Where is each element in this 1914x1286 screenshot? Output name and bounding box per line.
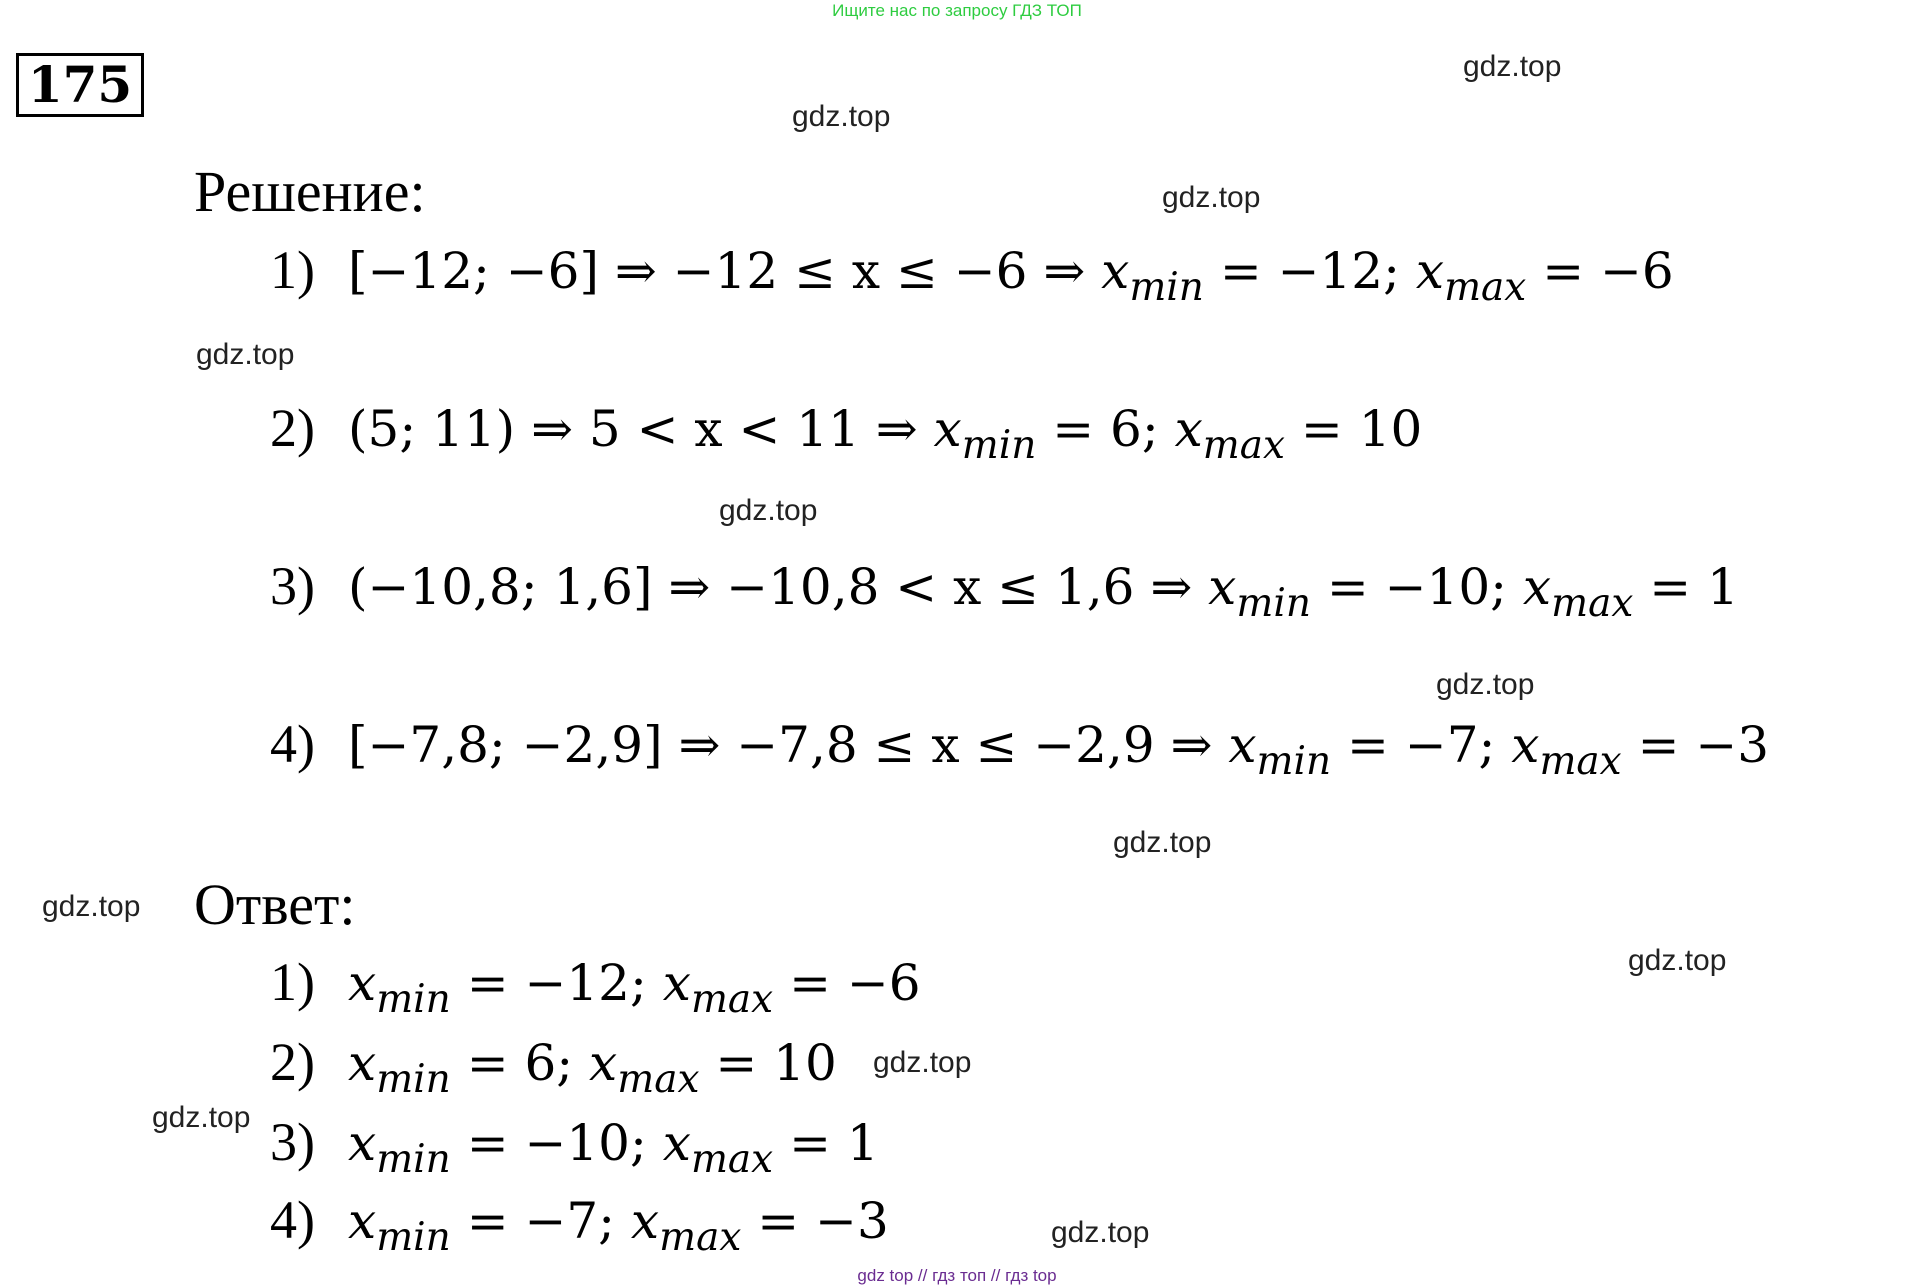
subscript-min: min — [376, 976, 451, 1022]
var-x: x — [933, 400, 962, 458]
watermark: gdz.top — [1436, 668, 1535, 701]
line-number: 4) — [270, 714, 315, 774]
answer-line-3 — [270, 1112, 879, 1182]
answer-line-2 — [270, 1032, 837, 1102]
var-x: x — [348, 1114, 377, 1172]
var-x: x — [348, 1192, 377, 1250]
subscript-max: max — [1539, 738, 1622, 784]
subscript-min: min — [961, 422, 1037, 468]
interval-statement: [−12; −6] ⇒ −12 ≤ x ≤ −6 ⇒ — [348, 242, 1102, 300]
subscript-max: max — [1202, 422, 1286, 468]
line-number: 3) — [270, 1112, 315, 1172]
subscript-max: max — [690, 1136, 774, 1182]
subscript-max: max — [1444, 264, 1527, 310]
subscript-min: min — [1256, 738, 1332, 784]
subscript-max: max — [690, 976, 774, 1022]
watermark: gdz.top — [1628, 944, 1727, 977]
interval-statement: [−7,8; −2,9] ⇒ −7,8 ≤ x ≤ −2,9 ⇒ — [348, 716, 1229, 774]
watermark: gdz.top — [873, 1046, 972, 1079]
xmax-value: = −3 — [1637, 716, 1770, 774]
var-x: x — [589, 1034, 618, 1092]
var-x: x — [348, 954, 377, 1012]
interval-statement: (−10,8; 1,6] ⇒ −10,8 < x ≤ 1,6 ⇒ — [348, 558, 1209, 616]
watermark: gdz.top — [196, 338, 295, 371]
var-x: x — [348, 1034, 377, 1092]
xmin-value: = 6; — [466, 1034, 590, 1092]
answer-heading: Ответ: — [194, 872, 356, 937]
line-number: 3) — [270, 556, 315, 616]
xmax-value: = −6 — [789, 954, 921, 1012]
xmax-value: = −6 — [1542, 242, 1674, 300]
watermark: gdz.top — [42, 890, 141, 923]
line-number: 2) — [270, 1032, 315, 1092]
watermark: gdz.top — [1162, 181, 1261, 214]
var-x: x — [1174, 400, 1203, 458]
subscript-max: max — [659, 1214, 742, 1260]
watermark: gdz.top — [152, 1101, 251, 1134]
var-x: x — [1228, 716, 1257, 774]
var-x: x — [662, 954, 691, 1012]
xmax-value: = 1 — [1649, 558, 1739, 616]
footer-links[interactable]: gdz top // гдз топ // гдз top — [857, 1266, 1057, 1285]
watermark: gdz.top — [1463, 50, 1562, 83]
line-number: 1) — [270, 240, 315, 300]
subscript-max: max — [617, 1056, 700, 1102]
xmin-value: = −10; — [1326, 558, 1523, 616]
subscript-max: max — [1551, 580, 1634, 626]
xmax-value: = 10 — [1300, 400, 1423, 458]
xmin-value: = −7; — [1347, 716, 1512, 774]
xmin-value: = −12; — [1219, 242, 1416, 300]
solution-line-3 — [270, 556, 1739, 626]
watermark: gdz.top — [1113, 826, 1212, 859]
solution-line-1 — [270, 240, 1674, 310]
line-number: 2) — [270, 398, 315, 458]
subscript-min: min — [376, 1214, 451, 1260]
top-banner-link[interactable]: Ищите нас по запросу ГДЗ ТОП — [832, 1, 1082, 20]
subscript-min: min — [376, 1056, 451, 1102]
var-x: x — [1101, 242, 1130, 300]
var-x: x — [1511, 716, 1540, 774]
solution-heading: Решение: — [194, 159, 426, 224]
xmin-value: = −10; — [466, 1114, 663, 1172]
subscript-min: min — [376, 1136, 451, 1182]
line-number: 4) — [270, 1190, 315, 1250]
watermark: gdz.top — [1051, 1216, 1150, 1249]
solution-line-4 — [270, 714, 1770, 784]
xmax-value: = 10 — [715, 1034, 837, 1092]
var-x: x — [630, 1192, 660, 1250]
answer-line-1 — [270, 952, 921, 1022]
xmin-value: = −7; — [466, 1192, 631, 1250]
var-x: x — [1208, 558, 1237, 616]
var-x: x — [1522, 558, 1552, 616]
interval-statement: (5; 11) ⇒ 5 < x < 11 ⇒ — [348, 400, 934, 458]
watermark: gdz.top — [719, 494, 818, 527]
line-number: 1) — [270, 952, 315, 1012]
var-x: x — [1415, 242, 1445, 300]
subscript-min: min — [1129, 264, 1204, 310]
xmax-value: = 1 — [789, 1114, 879, 1172]
xmax-value: = −3 — [757, 1192, 889, 1250]
subscript-min: min — [1236, 580, 1311, 626]
answer-line-4 — [270, 1190, 889, 1260]
xmin-value: = −12; — [466, 954, 663, 1012]
problem-number: 175 — [16, 53, 144, 117]
watermark: gdz.top — [792, 100, 891, 133]
solution-line-2 — [270, 398, 1423, 468]
var-x: x — [662, 1114, 691, 1172]
xmin-value: = 6; — [1052, 400, 1175, 458]
